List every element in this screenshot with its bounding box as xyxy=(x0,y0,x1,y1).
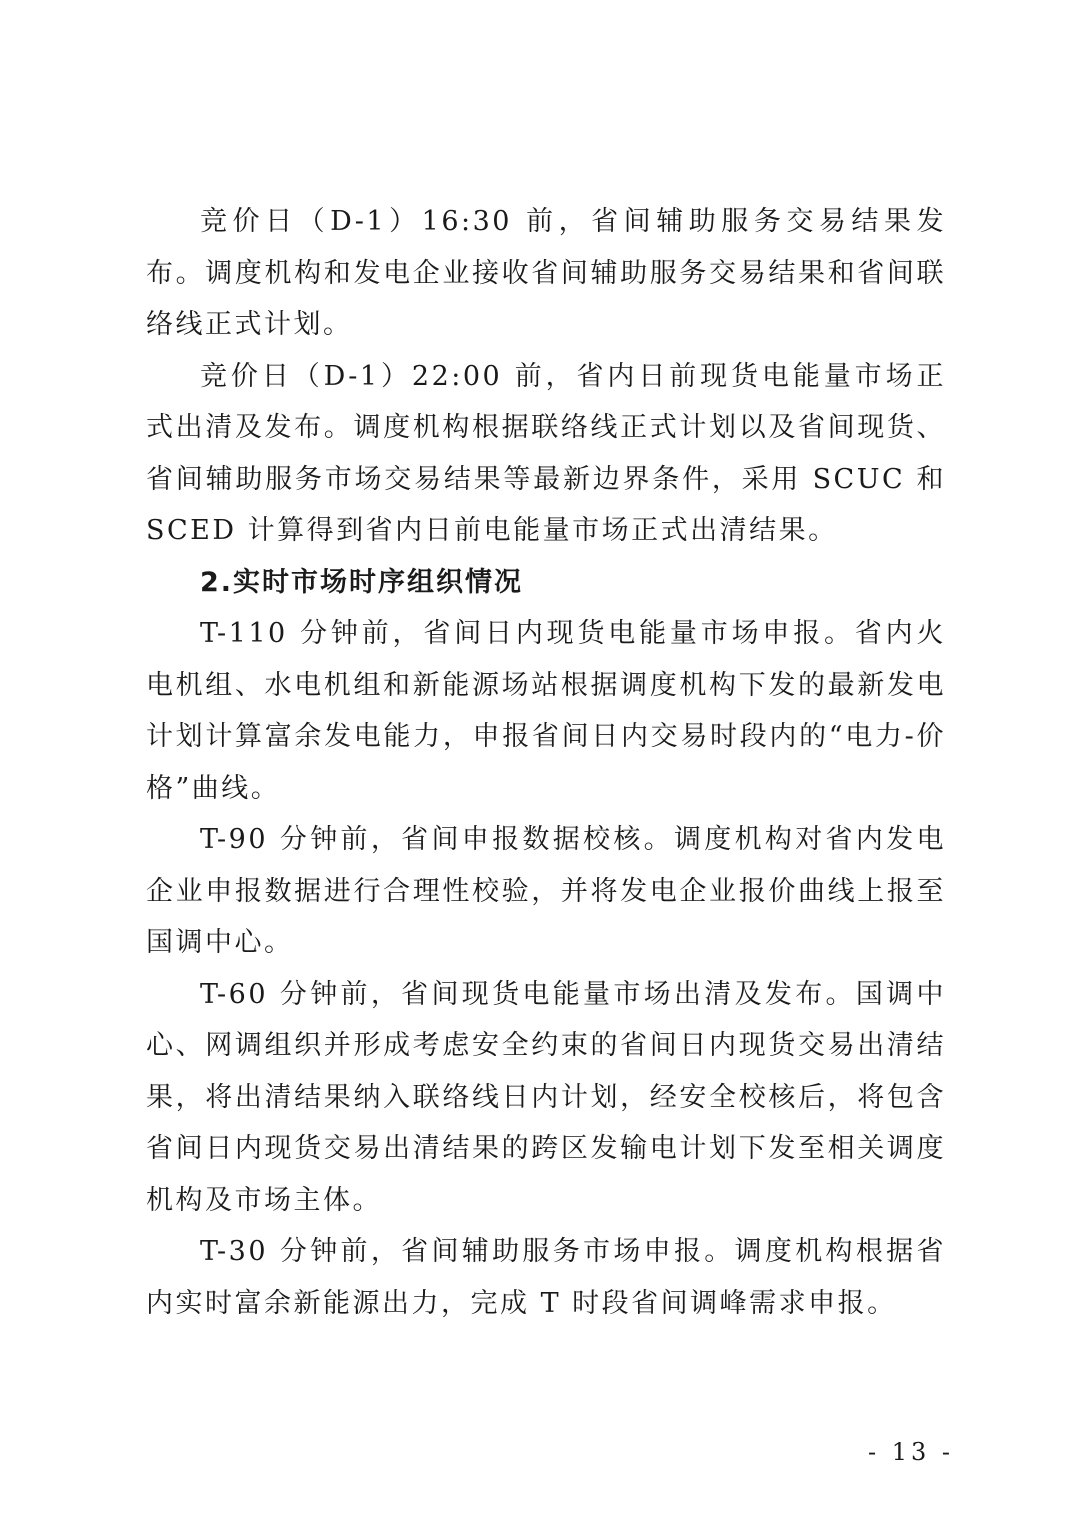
section-heading: 2.实时市场时序组织情况 xyxy=(200,566,524,598)
paragraph-t110: T-110 分钟前，省间日内现货电能量市场申报。省内火电机组、水电机组和新能源场站根据调度机构下发的最新发电计划计算富余发电能力，申报省间日内交易时段内的“电力-价格”曲线。 xyxy=(146,618,946,804)
page-number: - 13 - xyxy=(868,1438,955,1466)
paragraph-t30: T-30 分钟前，省间辅助服务市场申报。调度机构根据省内实时富余新能源出力，完成 T 时段省间调峰需求申报。 xyxy=(146,1236,946,1319)
paragraph-t60: T-60 分钟前，省间现货电能量市场出清及发布。国调中心、网调组织并形成考虑安全约束的省间日内现货交易出清结果，将出清结果纳入联络线日内计划，经安全校核后，将包含省间日内现货交易出清结果的跨区发输电计划下发至相关调度机构及市场主体。 xyxy=(146,978,946,1216)
paragraph-day-ahead-clearing: 竞价日（D-1）22:00 前，省内日前现货电能量市场正式出清及发布。调度机构根据联络线正式计划以及省间现货、省间辅助服务市场交易结果等最新边界条件，采用 SCUC 和 SCED 计算得到省内日前电能量市场正式出清结果。 xyxy=(146,360,946,546)
document-body xyxy=(146,196,946,1329)
paragraph-t90: T-90 分钟前，省间申报数据校核。调度机构对省内发电企业申报数据进行合理性校验，并将发电企业报价曲线上报至国调中心。 xyxy=(146,824,946,958)
paragraph-auxiliary-results: 竞价日（D-1）16:30 前，省间辅助服务交易结果发布。调度机构和发电企业接收省间辅助服务交易结果和省间联络线正式计划。 xyxy=(146,206,946,340)
